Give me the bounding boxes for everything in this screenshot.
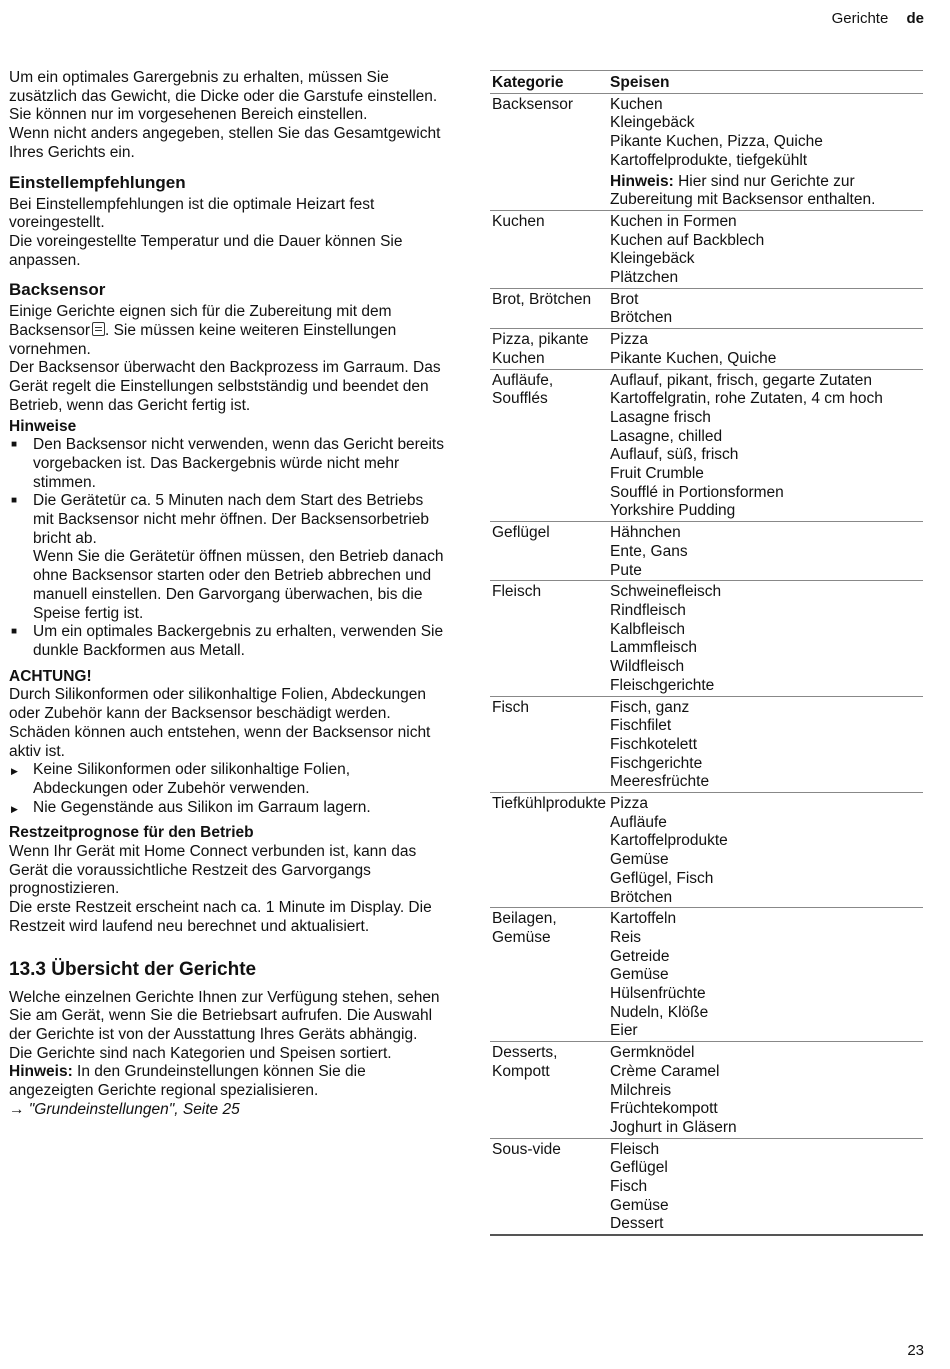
category-cell: Kuchen [490,210,608,288]
category-cell: Fleisch [490,581,608,696]
dishes-table [490,70,923,1236]
dish-item: Soufflé in Portionsformen [610,483,784,501]
dish-item: Wildfleisch [610,658,685,676]
category-cell: Geflügel [490,522,608,581]
dish-item: Rindfleisch [610,601,686,619]
dish-item: Kalbfleisch [610,620,685,638]
list-item: ▶ Keine Silikonformen oder silikonhaltige Folien, Abdeckungen oder Zubehör verwenden. [11,761,351,797]
dish-item: Reis [610,928,642,946]
bullet-square-icon: ■ [11,626,18,638]
list-item: ■ Um ein optimales Backergebnis zu erhalten, verwenden Sie dunkle Backformen aus Metall. [11,623,444,659]
hint-paragraph: Hinweis: In den Grundeinstellungen können Sie die angezeigten Gerichte regional spezialisieren. [9,1063,366,1100]
category-cell: Backsensor [490,93,608,210]
dish-item: Pizza [610,331,648,349]
dishes-cell [608,581,923,696]
action-list [9,761,445,817]
running-header [832,10,924,29]
dish-item: Fischfilet [610,717,672,735]
dish-item: Gemüse [610,851,669,869]
dish-item: Crème Caramel [610,1062,720,1080]
dishes-cell [608,329,923,369]
dish-item: Pikante Kuchen, Pizza, Quiche [610,133,823,151]
achtung-paragraph: Durch Silikonformen oder silikonhaltige Folien, Abdeckungen oder Zubehör kann der Backsensor beschädigt werden. Schäden können auch entstehen, wenn der Backsensor nicht aktiv ist. [9,686,431,760]
dish-item: Aufläufe [610,813,667,831]
uebersicht-paragraph: Die Gerichte sind nach Kategorien und Speisen sortiert. [9,1044,392,1062]
dishes-cell [608,1138,923,1235]
action-arrow-icon: ▶ [11,766,18,777]
dish-item: Fischkotelett [610,735,698,753]
bullet-square-icon: ■ [11,495,18,507]
hinweise-list [9,436,445,660]
restzeit-paragraph: Die erste Restzeit erscheint nach ca. 1 Minute im Display. Die Restzeit wird laufend neu berechnet und aktualisiert. [9,899,432,935]
category-cell: Fisch [490,696,608,793]
category-cell: Desserts, Kompott [490,1042,608,1139]
dish-item: Kuchen [610,95,663,113]
dish-item: Kleingebäck [610,114,695,132]
cross-reference-link[interactable]: → "Grundeinstellungen", Seite 25 [9,1100,240,1118]
table-row [490,329,923,369]
dish-item: Gemüse [610,1196,669,1214]
table-row [490,1138,923,1235]
list-item: ▶ Nie Gegenstände aus Silikon im Garraum lagern. [9,799,445,818]
table-row [490,369,923,522]
column-header: Kategorie [490,71,608,94]
dish-item: Meeresfrüchte [610,773,710,791]
backsensor-paragraph: Der Backsensor überwacht den Backprozess im Garraum. Das Gerät regelt die Einstellungen selbstständig und beendet den Betrieb, wenn das Gericht fertig ist. [9,359,441,414]
dish-item: Schweinefleisch [610,583,722,601]
table-row [490,908,923,1042]
dishes-cell [608,793,923,908]
achtung-heading: ACHTUNG! [9,667,92,685]
intro-paragraph: Um ein optimales Garergebnis zu erhalten, müssen Sie zusätzlich das Gewicht, die Dicke oder die Garstufe einstellen. Sie können nur im vorgesehenen Bereich einstellen. [9,69,438,124]
dish-item: Auflauf, süß, frisch [610,446,739,464]
table-row [490,581,923,696]
table-row [490,1042,923,1139]
dish-item: Kuchen auf Backblech [610,231,765,249]
einstell-paragraph: Bei Einstellempfehlungen ist die optimale Heizart fest voreingestellt. [9,195,375,232]
backsensor-heading: Backsensor [9,280,106,300]
dish-item: Ente, Gans [610,542,688,560]
list-item: ■ Den Backsensor nicht verwenden, wenn das Gericht bereits vorgebacken ist. Das Backergebnis würde nicht mehr stimmen. [11,436,444,491]
header-section: Gerichte [831,10,889,27]
list-item: ■ Die Gerätetür ca. 5 Minuten nach dem Start des Betriebs mit Backsensor nicht mehr öffnen. Der Backsensorbetrieb bricht ab. Wenn Sie die Gerätetür öffnen müssen, den Betrieb danach ohne Backsensor starten oder den Betrieb abbrechen und manuell einstellen. Den Garvorgang überwachen, bis die Speise fertig ist. [11,492,444,622]
dish-item: Geflügel [610,1159,668,1177]
column-header: Speisen [608,71,923,94]
category-cell: Sous-vide [490,1138,608,1235]
dish-item: Früchtekompott [610,1100,718,1118]
intro-paragraph: Wenn nicht anders angegeben, stellen Sie das Gesamtgewicht Ihres Gerichts ein. [9,125,441,161]
category-cell: Tiefkühlprodukte [490,793,608,908]
arrow-right-icon: → [9,1100,25,1118]
category-cell: Pizza, pikante Kuchen [490,329,608,369]
dish-item: Gemüse [610,966,669,984]
section-heading: 13.3 Übersicht der Gerichte [9,958,257,980]
dish-item: Fischgerichte [610,754,703,772]
table-body [490,93,923,1235]
dishes-cell [608,369,923,522]
table-header-row [490,71,923,94]
table-row [490,93,923,210]
dish-item: Fisch [610,1178,648,1196]
dish-item: Hülsenfrüchte [610,985,706,1003]
dish-item: Pizza [610,795,648,813]
dish-item: Pikante Kuchen, Quiche [610,349,777,367]
dish-item: Fruit Crumble [610,465,704,483]
dish-item: Eier [610,1022,638,1040]
dish-item: Lasagne, chilled [610,427,723,445]
dish-item: Kartoffeln [610,910,677,928]
einstell-paragraph: Die voreingestellte Temperatur und die Dauer können Sie anpassen. [9,232,403,269]
dish-item: Nudeln, Klöße [610,1003,709,1021]
dishes-cell [608,522,923,581]
uebersicht-paragraph: Welche einzelnen Gerichte Ihnen zur Verfügung stehen, sehen Sie am Gerät, wenn Sie die Betriebsart aufrufen. Die Auswahl der Gerichte ist von der Ausstattung Ihres Geräts abhängig. [9,988,440,1043]
backsensor-paragraph: Einige Gerichte eignen sich für die Zubereitung mit dem Backsensor . Sie müssen keine weiteren Einstellungen vornehmen. [9,303,397,358]
table-row [490,793,923,908]
dishes-cell [608,93,923,210]
backsensor-icon [92,322,105,336]
table-row [490,522,923,581]
dish-item: Kartoffelprodukte [610,832,728,850]
dish-item: Lammfleisch [610,639,698,657]
dish-item: Kartoffelgratin, rohe Zutaten, 4 cm hoch [610,390,883,408]
dish-item: Milchreis [610,1081,672,1099]
dish-item: Getreide [610,947,670,965]
dish-item: Auflauf, pikant, frisch, gegarte Zutaten [610,371,872,389]
dish-item: Pute [610,561,642,579]
action-arrow-icon: ▶ [11,803,18,814]
dish-item: Kartoffelprodukte, tiefgekühlt [610,151,808,169]
dish-item: Kleingebäck [610,250,695,268]
dish-item: Brötchen [610,888,673,906]
dish-item: Kuchen in Formen [610,212,737,230]
restzeit-paragraph: Wenn Ihr Gerät mit Home Connect verbunden ist, kann das Gerät die voraussichtliche Restzeit des Garvorgangs prognostizieren. [9,843,417,898]
table-row [490,288,923,328]
dish-item: Dessert [610,1215,664,1233]
dishes-cell [608,210,923,288]
dishes-cell [608,696,923,793]
restzeit-heading: Restzeitprognose für den Betrieb [9,824,254,842]
dish-item: Germknödel [610,1044,695,1062]
header-language: de [906,10,924,27]
dish-item: Fleisch [610,1140,660,1158]
dish-item: Fisch, ganz [610,698,690,716]
right-column [490,70,923,1236]
dish-item: Hähnchen [610,524,681,542]
table-row [490,696,923,793]
dish-item: Lasagne frisch [610,408,711,426]
category-cell: Aufläufe, Soufflés [490,369,608,522]
dish-item: Brötchen [610,309,673,327]
bullet-square-icon: ■ [11,439,18,451]
left-column [9,69,445,1119]
dish-item: Geflügel, Fisch [610,869,714,887]
dish-item: Yorkshire Pudding [610,502,736,520]
page-number: 23 [907,1342,924,1360]
hinweise-heading: Hinweise [9,417,77,435]
category-cell: Beilagen, Gemüse [490,908,608,1042]
dish-item: Brot [610,290,639,308]
table-row [490,210,923,288]
dishes-cell [608,1042,923,1139]
dish-item: Joghurt in Gläsern [610,1118,737,1136]
dish-item: Fleischgerichte [610,676,715,694]
table-note: Hinweis: Hier sind nur Gerichte zur Zubereitung mit Backsensor enthalten. [610,172,876,209]
category-cell: Brot, Brötchen [490,288,608,328]
einstellempfehlungen-heading: Einstellempfehlungen [9,172,186,192]
dishes-cell [608,908,923,1042]
dish-item: Plätzchen [610,269,679,287]
dishes-cell [608,288,923,328]
